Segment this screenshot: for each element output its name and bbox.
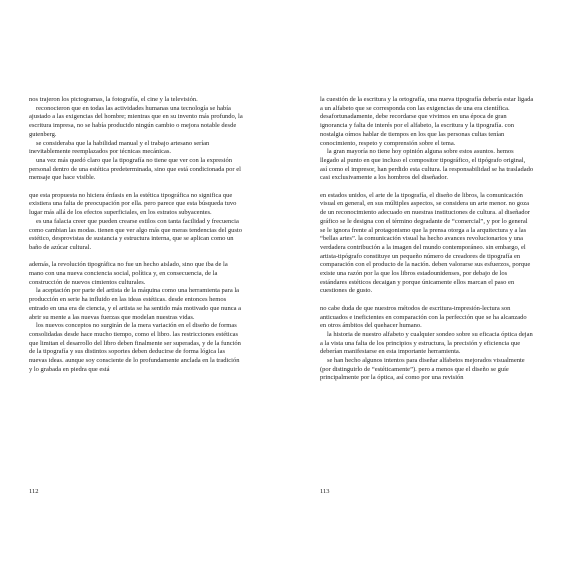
page-number: 112 <box>29 488 39 495</box>
paragraph: se han hecho algunos intentos para diseñar alfabetos mejorados visualmente (por distinguirlo de “estéticamente”). pero a menos que el diseño se guíe principalmente por la óptica, así como por una revisión <box>320 357 525 382</box>
paragraph: además, la revolución tipográfica no fue un hecho aislado, sino que iba de la mano con una nueva conciencia social, política y, en consecuencia, de la construcción de nuevos cimientos culturales. <box>29 261 228 286</box>
paragraph: la aceptación por parte del artista de la máquina como una herramienta para la producción en serie ha influido en las ideas estéticas. desde entonces hemos entrado en una era de ciencia, y el artista se ha sentido más motivado que nunca a abrir su mente a las nuevas fuerzas que modelan nuestras vidas. <box>29 287 242 321</box>
paragraph: que esta propuesta no hiciera énfasis en la estética tipográfica no significa que existiera una falta de preocupación por ella. pero parece que esta búsqueda tuvo lugar más allá de los efectos superficiales, en los estratos subyacentes. <box>29 191 237 217</box>
paragraph: una vez más quedó claro que la tipografía no tiene que ver con la expresión personal dentro de una estética predeterminada, sino que está condicionada por el mensaje que hace visible. <box>29 156 241 182</box>
text-block <box>320 305 534 383</box>
paragraph: reconocieron que en todas las actividades humanas una tecnología se había ajustado a las exigencias del hombre; mientras que en su invento más profundo, la escritura impresa, no se había producido ningún cambio o mejora notable desde gutenberg. <box>29 104 243 138</box>
text-block <box>320 192 534 296</box>
paragraph: en estados unidos, el arte de la tipografía, el diseño de libros, la comunicación visual en general, en sus múltiples aspectos, se considera un arte menor. no goza de un reconocimiento adecuado en nuestras instituciones de cultura. al diseñador gráfico se le designa con el término degradante de “comercial”, y por lo general se le ignora frente al protagonismo que la prensa otorga a la arquitectura y a las “bellas artes”. la comunicación visual ha hecho avances revolucionarios y una verdadera contribución a la imagen del mundo contemporáneo. sin embargo, el artista-tipógrafo constituye un pequeño número de creadores de tipografía en comparación con el producto de la nación. deben valorarse sus esfuerzos, porque existe una razón por la que los libros estadounidenses, por debajo de los estándares estéticos decaigan y porque únicamente ellos marcan el paso en cuestiones de gusto. <box>320 191 531 295</box>
paragraph: nos trajeron los pictogramas, la fotografía, el cine y la televisión. <box>29 96 198 103</box>
right-page <box>320 96 534 383</box>
paragraph: la cuestión de la escritura y la ortografía, una nueva tipografía debería estar ligada a un alfabeto que se corresponda con las exigencias de una era científica. desafortunadamente, debe recordarse que vivimos en una época de gran ignorancia y falta de interés por el alfabeto, la escritura y la tipografía. con nostalgia oímos hablar de tiempos en los que las personas cultas tenían conocimiento, respeto y comprensión sobre el tema. <box>320 96 534 147</box>
text-block <box>320 96 534 183</box>
paragraph: es una falacia creer que pueden crearse estilos con tanta facilidad y frecuencia como cambian las modas. tienen que ver algo más que meras tendencias del gusto estético, desprovistas de sustancia y estructura interna, que se aplican como un baño de azúcar cultural. <box>29 217 242 251</box>
paragraph: se consideraba que la habilidad manual y el trabajo artesano serían inevitablemente reemplazados por técnicas mecánicas. <box>29 139 210 156</box>
paragraph: los nuevos conceptos no surgirán de la mera variación en el diseño de formas consolidadas desde hace mucho tiempo, como el libro. las restricciones estéticas que limitan el desarrollo del libro deben finalmente ser superadas, y de la función de la tipografía y sus distintos soportes deben deducirse de forma lógica las nuevas ideas. aunque soy consciente de lo profundamente anclada en la tradición y lo grabada en piedra que está <box>29 322 241 373</box>
paragraph: la historia de nuestro alfabeto y cualquier sondeo sobre su eficacia óptica dejan a la vista una falta de los principios y estructura, la precisión y eficiencia que deberían manifestarse en esta importante herramienta. <box>320 330 533 356</box>
left-page <box>29 96 243 374</box>
page-number: 113 <box>320 488 330 495</box>
paragraph: la gran mayoría no tiene hoy opinión alguna sobre estos asuntos. hemos llegado al punto en que incluso el compositor tipográfico, el tipógrafo original, así como el impresor, han perdido esta cultura. la responsabilidad se ha trasladado casi exclusivamente a los hombros del diseñador. <box>320 148 534 182</box>
paragraph: no cabe duda de que nuestros métodos de escritura-impresión-lectura son anticuados e ineficientes en comparación con la perfección que se ha alcanzado en otros ámbitos del quehacer humano. <box>320 304 527 330</box>
text-block <box>29 261 243 374</box>
text-block <box>29 96 243 183</box>
text-block <box>29 192 243 253</box>
